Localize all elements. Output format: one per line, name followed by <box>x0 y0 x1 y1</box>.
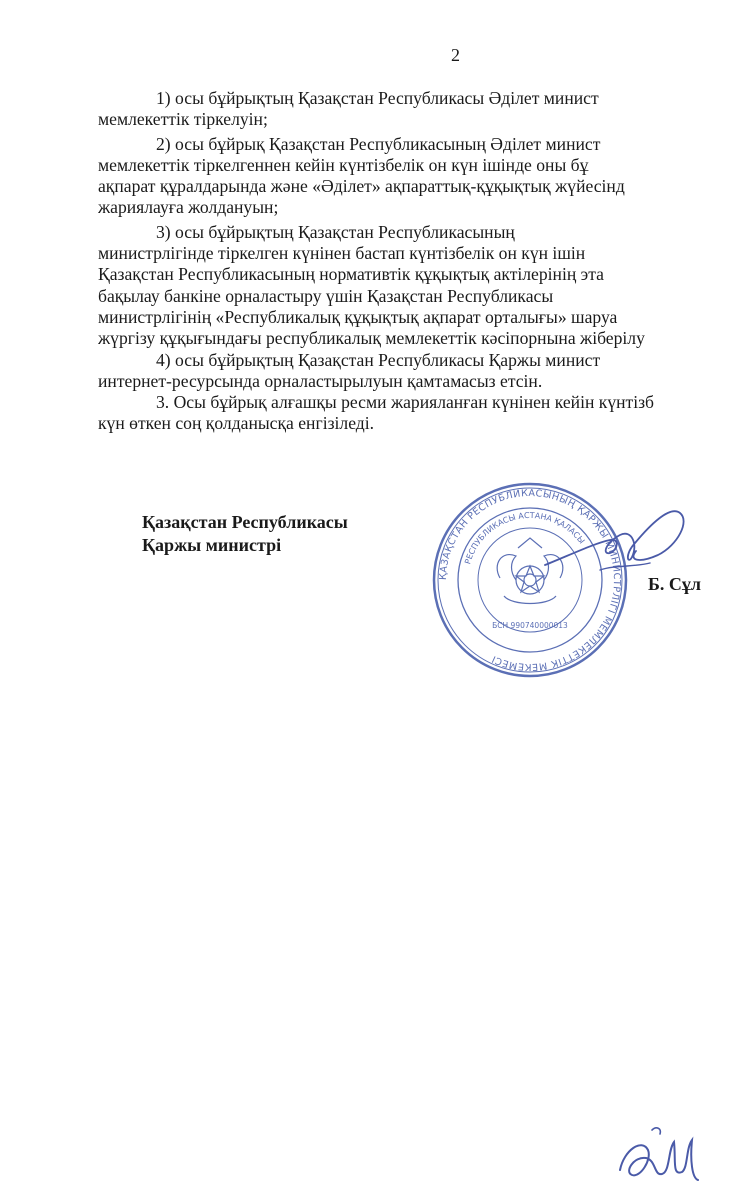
paragraph-1 <box>98 88 735 131</box>
text-line: ақпарат құралдарында және «Әділет» ақпараттық-құқықтық жүйесінд <box>98 176 625 197</box>
text-line: бақылау банкіне орналастыру үшін Қазақстан Республикасы <box>98 285 554 306</box>
text-line: 1) осы бұйрықтың Қазақстан Республикасы Әділет минист <box>156 88 599 108</box>
paragraph-4 <box>98 350 735 393</box>
order-body <box>98 88 735 435</box>
minister-title-line-1: Қазақстан Республикасы <box>142 512 348 532</box>
text-line: министрлігінде тіркелген күнінен бастап күнтізбелік он күн ішін <box>98 243 586 264</box>
paragraph-3 <box>98 222 735 350</box>
paragraph-5 <box>98 392 735 435</box>
text-line: Қазақстан Республикасының нормативтік құқықтық актілерінің эта <box>98 264 604 285</box>
text-line: 3. Осы бұйрық алғашқы ресми жарияланған күнінен кейін күнтізб <box>156 392 655 413</box>
stamp-bin-text: БСН 990740000013 <box>492 621 568 630</box>
text-line: мемлекеттік тіркелуін; <box>98 109 268 130</box>
text-line: министрлігінің «Республикалық құқықтық ақпарат орталығы» шаруа <box>98 306 618 327</box>
stamp-inner-text: РЕСПУБЛИКАСЫ АСТАНА ҚАЛАСЫ <box>463 510 587 566</box>
handwritten-initials-icon <box>612 1120 702 1190</box>
handwritten-signature-icon <box>540 495 700 605</box>
stamp-outer-text: ҚАЗАҚСТАН РЕСПУБЛИКАСЫНЫҢ ҚАРЖЫ МИНИСТРЛІГІ МЕМЛЕКЕТТІК МЕКЕМЕСІ <box>437 487 623 673</box>
text-line: жариялауға жолдануын; <box>98 197 279 218</box>
minister-name: Б. Сұл <box>648 574 701 594</box>
page-number: 2 <box>451 45 460 65</box>
text-line: күн өткен соң қолданысқа енгізіледі. <box>98 413 375 434</box>
minister-title-line-2: Қаржы министрі <box>142 535 282 555</box>
text-line: интернет-ресурсында орналастырылуын қамтамасыз етсін. <box>98 370 543 391</box>
minister-title <box>142 511 348 557</box>
text-line: 3) осы бұйрықтың Қазақстан Республикасының <box>156 221 515 242</box>
text-line: мемлекеттік тіркелгеннен кейін күнтізбелік он күн ішінде оны бұ <box>98 154 589 175</box>
paragraph-2 <box>98 134 735 219</box>
text-line: жүргізу құқығындағы республикалық мемлекеттік кәсіпорнына жіберілу <box>98 328 645 349</box>
text-line: 2) осы бұйрық Қазақстан Республикасының Әділет минист <box>156 133 601 154</box>
text-line: 4) осы бұйрықтың Қазақстан Республикасы Қаржы минист <box>156 349 601 370</box>
